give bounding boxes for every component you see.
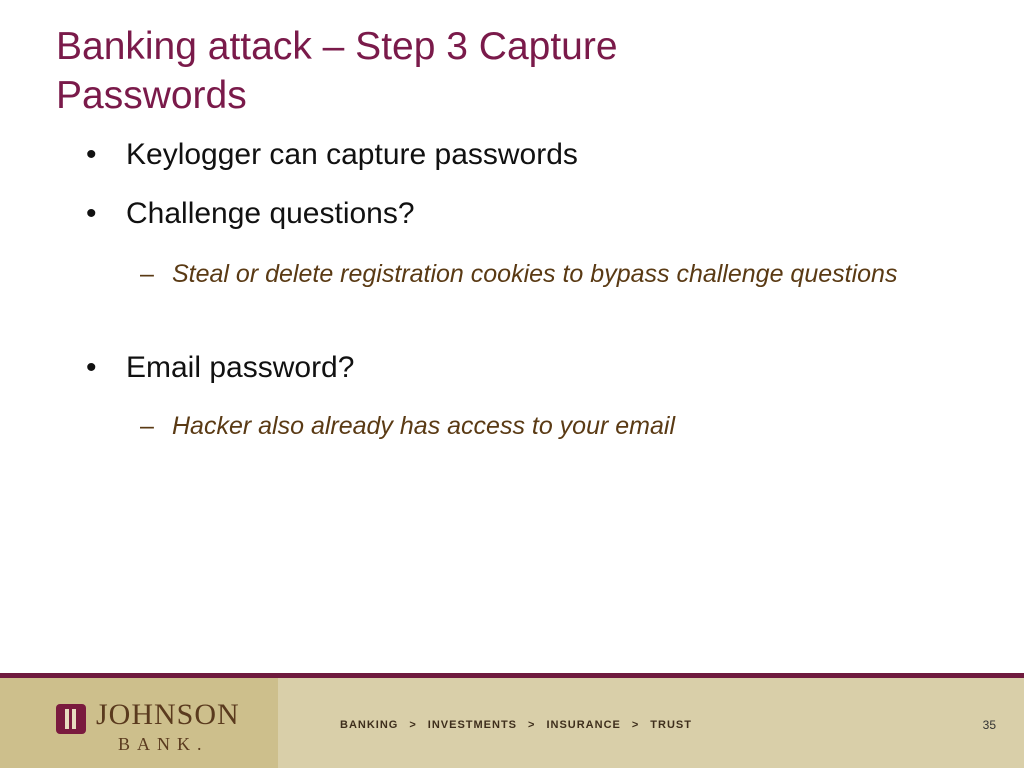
- sub-bullet-item: [140, 408, 960, 445]
- sub-bullet-text: Steal or delete registration cookies to bypass challenge questions: [172, 260, 898, 288]
- footer-nav-banking: BANKING: [340, 719, 399, 731]
- bullet-marker: •: [86, 138, 97, 171]
- sub-bullet-item: [140, 256, 960, 293]
- footer-nav-investments: INVESTMENTS: [427, 719, 518, 731]
- footer-nav-separator: >: [409, 719, 417, 731]
- sub-bullet-marker: –: [140, 412, 154, 440]
- logo: [0, 678, 278, 768]
- logo-subtitle: BANK.: [118, 734, 209, 754]
- logo-name: JOHNSON: [96, 698, 240, 731]
- page-number: 35: [982, 718, 996, 732]
- sub-bullet-marker: –: [140, 260, 154, 288]
- footer-nav: [340, 719, 692, 731]
- sub-bullet-text: Hacker also already has access to your email: [172, 412, 676, 440]
- footer-nav-separator: >: [631, 719, 640, 731]
- bullet-marker: •: [86, 351, 97, 384]
- footer-nav-insurance: INSURANCE: [546, 719, 621, 731]
- footer-nav-separator: >: [528, 719, 536, 731]
- bullet-marker: •: [86, 197, 97, 230]
- bullet-text: Keylogger can capture passwords: [126, 138, 578, 171]
- bullet-text: Challenge questions?: [126, 197, 415, 230]
- footer: [0, 678, 1024, 768]
- johnson-bank-logo-icon: [56, 704, 86, 734]
- footer-nav-trust: TRUST: [650, 719, 692, 731]
- slide-title: Banking attack – Step 3 Capture Passwords: [56, 25, 618, 117]
- bullet-text: Email password?: [126, 351, 355, 384]
